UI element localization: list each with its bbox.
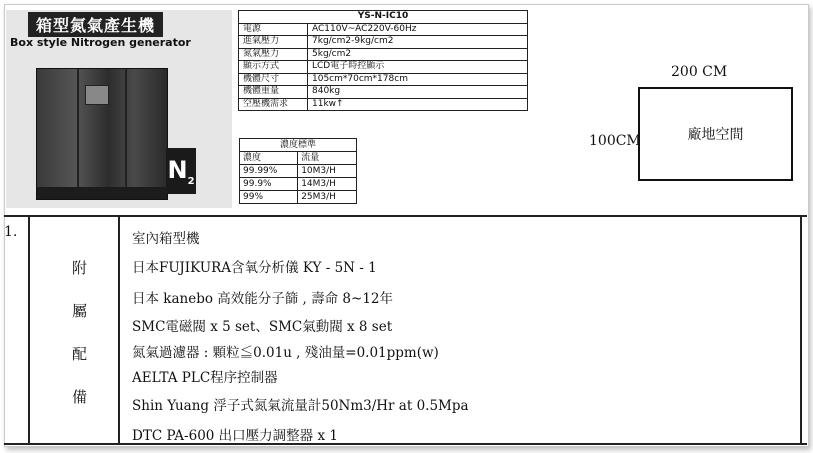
product-title-en: Box style Nitrogen generator [10, 36, 191, 49]
spec-key: 空壓機需求 [239, 98, 308, 111]
n2-badge: $N_2$ [166, 148, 196, 194]
spec-key: 機體尺寸 [239, 73, 308, 86]
accessory-item: 日本FUJIKURA含氧分析儀 KY - 5N - 1 [132, 260, 377, 276]
spec-value: AC110V~AC220V-60Hz [308, 23, 528, 36]
accessory-item: AELTA PLC程序控制器 [132, 370, 278, 386]
spec-value: 105cm*70cm*178cm [308, 73, 528, 86]
table-bottom-rule [4, 443, 807, 445]
accessory-item: SMC電磁閥 x 5 set、SMC氣動閥 x 8 set [132, 319, 393, 335]
concentration-cell: 99.9% [240, 178, 298, 191]
spec-key: 氮氣壓力 [239, 48, 308, 61]
row-index: 1. [4, 224, 18, 240]
spec-value: 5kg/cm2 [308, 48, 528, 61]
spec-value: 11kw↑ [308, 98, 528, 111]
concentration-cell: 99.99% [240, 165, 298, 178]
spec-key: 進氣壓力 [239, 36, 308, 49]
spec-value: LCD電子時控顯示 [308, 61, 528, 74]
side-label-char: 附 [72, 259, 88, 277]
flow-cell: 25M3/H [298, 191, 357, 204]
spec-value: 840kg [308, 86, 528, 99]
flow-header: 流量 [298, 152, 357, 165]
side-label-char: 備 [72, 388, 88, 406]
side-label-char: 配 [72, 345, 88, 363]
concentration-header: 濃度 [240, 152, 298, 165]
spec-key: 顯示方式 [239, 61, 308, 74]
table-divider [118, 215, 120, 445]
flow-cell: 10M3/H [298, 165, 357, 178]
accessory-item: 室內箱型機 [132, 231, 200, 247]
flow-cell: 14M3/H [298, 178, 357, 191]
spec-key: 機體重量 [239, 86, 308, 99]
site-height-label: 100CM [589, 133, 641, 149]
table-divider [28, 215, 30, 445]
control-panel-image [85, 85, 109, 105]
site-width-label: 200 CM [671, 64, 728, 80]
concentration-table [239, 138, 357, 204]
product-photo [6, 10, 232, 208]
spec-value: 7kg/cm2-9kg/cm2 [308, 36, 528, 49]
concentration-cell: 99% [240, 191, 298, 204]
accessory-item: 日本 kanebo 高效能分子篩 , 壽命 8~12年 [132, 291, 394, 307]
table-top-rule [4, 215, 807, 217]
table-divider [800, 215, 802, 445]
accessory-item: 氮氣過濾器 : 顆粒≦0.01u , 殘油量=0.01ppm(w) [132, 345, 439, 361]
site-space-label: 廠地空間 [687, 127, 744, 143]
spec-key: 電源 [239, 23, 308, 36]
side-label-char: 屬 [72, 302, 88, 320]
model-name: YS-N-IC10 [239, 11, 528, 24]
nitrogen-generator-image [36, 68, 168, 200]
accessory-item: Shin Yuang 浮子式氮氣流量計50Nm3/Hr at 0.5Mpa [132, 398, 469, 414]
product-title-zh: 箱型氮氣產生機 [28, 12, 163, 37]
concentration-title: 濃度標準 [240, 139, 357, 152]
site-space-box [638, 87, 793, 181]
accessory-item: DTC PA-600 出口壓力調整器 x 1 [132, 428, 338, 444]
spec-table [238, 10, 528, 111]
